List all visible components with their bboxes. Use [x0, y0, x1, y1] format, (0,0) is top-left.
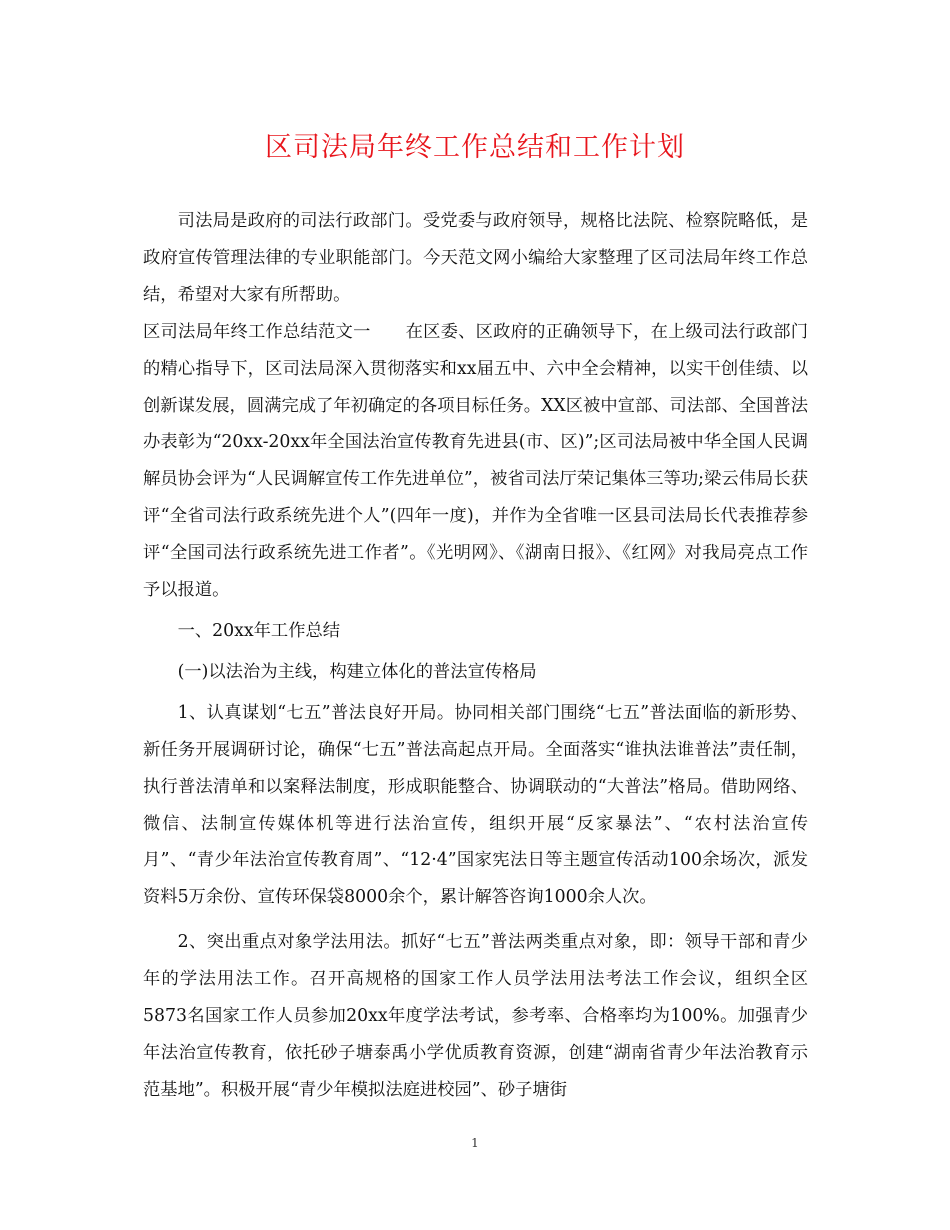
- item-1-paragraph: 1、认真谋划“七五”普法良好开局。协同相关部门围绕“七五”普法面临的新形势、新任务开展调研讨论，确保“七五”普法高起点开局。全面落实“谁执法谁普法”责任制，执行普法清单和以案释法制度，形成职能整合、协调联动的“大普法”格局。借助网络、微信、法制宣传媒体机等进行法治宣传，组织开展“反家暴法”、“农村法治宣传月”、“青少年法治宣传教育周”、“12·4”国家宪法日等主题宣传活动100余场次，派发资料5万余份、宣传环保袋8000余个，累计解答咨询1000余人次。: [143, 702, 808, 908]
- document-title: 区司法局年终工作总结和工作计划: [265, 132, 685, 163]
- document-body: [143, 203, 808, 1109]
- section-heading: 一、20xx年工作总结: [177, 620, 341, 641]
- page-number: 1: [471, 1136, 479, 1150]
- item-2-paragraph: 2、突出重点对象学法用法。抓好“七五”普法两类重点对象，即：领导干部和青少年的学法用法工作。召开高规格的国家工作人员学法用法考法工作会议，组织全区5873名国家工作人员参加20xx年度学法考试，参考率、合格率均为100%。加强青少年法治宣传教育，依托砂子塘泰禹小学优质教育资源，创建“湖南省青少年法治教育示范基地”。积极开展“青少年模拟法庭进校园”、砂子塘街: [143, 932, 808, 1100]
- intro-paragraph: 司法局是政府的司法行政部门。受党委与政府领导，规格比法院、检察院略低，是政府宣传管理法律的专业职能部门。今天范文网小编给大家整理了区司法局年终工作总结，希望对大家有所帮助。: [143, 211, 808, 305]
- summary-paragraph: 区司法局年终工作总结范文一 在区委、区政府的正确领导下，在上级司法行政部门的精心指导下，区司法局深入贯彻落实和xx届五中、六中全会精神，以实干创佳绩、以创新谋发展，圆满完成了年初确定的各项目标任务。XX区被中宣部、司法部、全国普法办表彰为“20xx-20xx年全国法治宣传教育先进县(市、区)”;区司法局被中华全国人民调解员协会评为“人民调解宣传工作先进单位”，被省司法厅荣记集体三等功;梁云伟局长获评“全省司法行政系统先进个人”(四年一度)，并作为全省唯一区县司法局长代表推荐参评“全国司法行政系统先进工作者”。《光明网》、《湖南日报》、《红网》对我局亮点工作予以报道。: [143, 321, 808, 601]
- subsection-heading: (一)以法治为主线，构建立体化的普法宣传格局: [177, 661, 537, 682]
